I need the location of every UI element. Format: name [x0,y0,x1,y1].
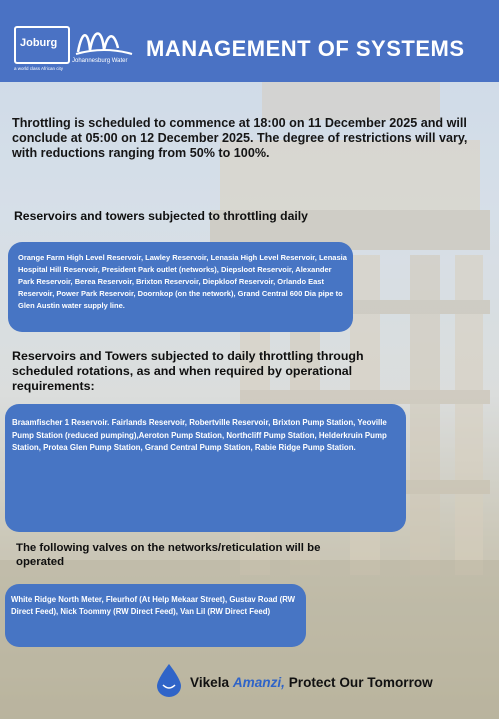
panel-valves-text: White Ridge North Meter, Fleurhof (At Help Mekaar Street), Gustav Road (RW Direct Feed), Nick Toommy (RW Direct Feed), Van Lil (RW Direct Feed) [11,595,296,617]
joburg-tagline: a world class African city [14,66,64,71]
johannesburg-water-logo-text: Johannesburg Water [72,58,128,64]
slogan-part-2: Protect Our Tomorrow [284,675,433,690]
water-wave-logo-icon [74,26,134,56]
panel-daily-text: Orange Farm High Level Reservoir, Lawley Reservoir, Lenasia High Level Reservoir, Lenasia Hospital Hill Reservoir, President Park outlet (networks), Diepsloot Reservoir, Alexander Park Reservoir, Berea Reservoir, Brixton Reservoir, Diepkloof Reservoir, Orlando East Reservoir, Power Park Reservoir, Doornkop (on the network), Grand Central 600 Dia pipe to Glen Austin water supply line. [18,253,347,310]
section-heading-valves: The following valves on the networks/reticulation will be operated [16,542,321,568]
slogan-part-1: Vikela [190,675,233,690]
water-drop-icon [155,663,183,697]
joburg-logo-text: Joburg [20,37,58,49]
footer-slogan [190,675,433,690]
intro-text: Throttling is scheduled to commence at 18:00 on 11 December 2025 and will conclude at 05:00 on 12 December 2025. The degree of restrictions will vary, with reductions ranging from 50% to 100%. [12,116,468,160]
section-heading-rotations: Reservoirs and Towers subjected to daily throttling through scheduled rotations, as and when required by operational requirements: [12,349,364,393]
section-heading-daily: Reservoirs and towers subjected to throttling daily [14,209,308,223]
panel-daily-throttling [8,242,353,332]
panel-rotations [5,404,406,532]
panel-rotations-text: Braamfischer 1 Reservoir. Fairlands Reservoir, Robertville Reservoir, Brixton Pump Station, Yeoville Pump Station (reduced pumping),Aeroton Pump Station, Northcliff Pump Station, Helderkruin Pump Station, Protea Glen Pump Station, Grand Central Pump Station, Rabie Ridge Pump Station. [12,418,387,453]
page-title: MANAGEMENT OF SYSTEMS [146,36,465,61]
header-bar [0,0,499,82]
slogan-accent: Amanzi, [232,675,285,690]
panel-valves [5,584,306,647]
